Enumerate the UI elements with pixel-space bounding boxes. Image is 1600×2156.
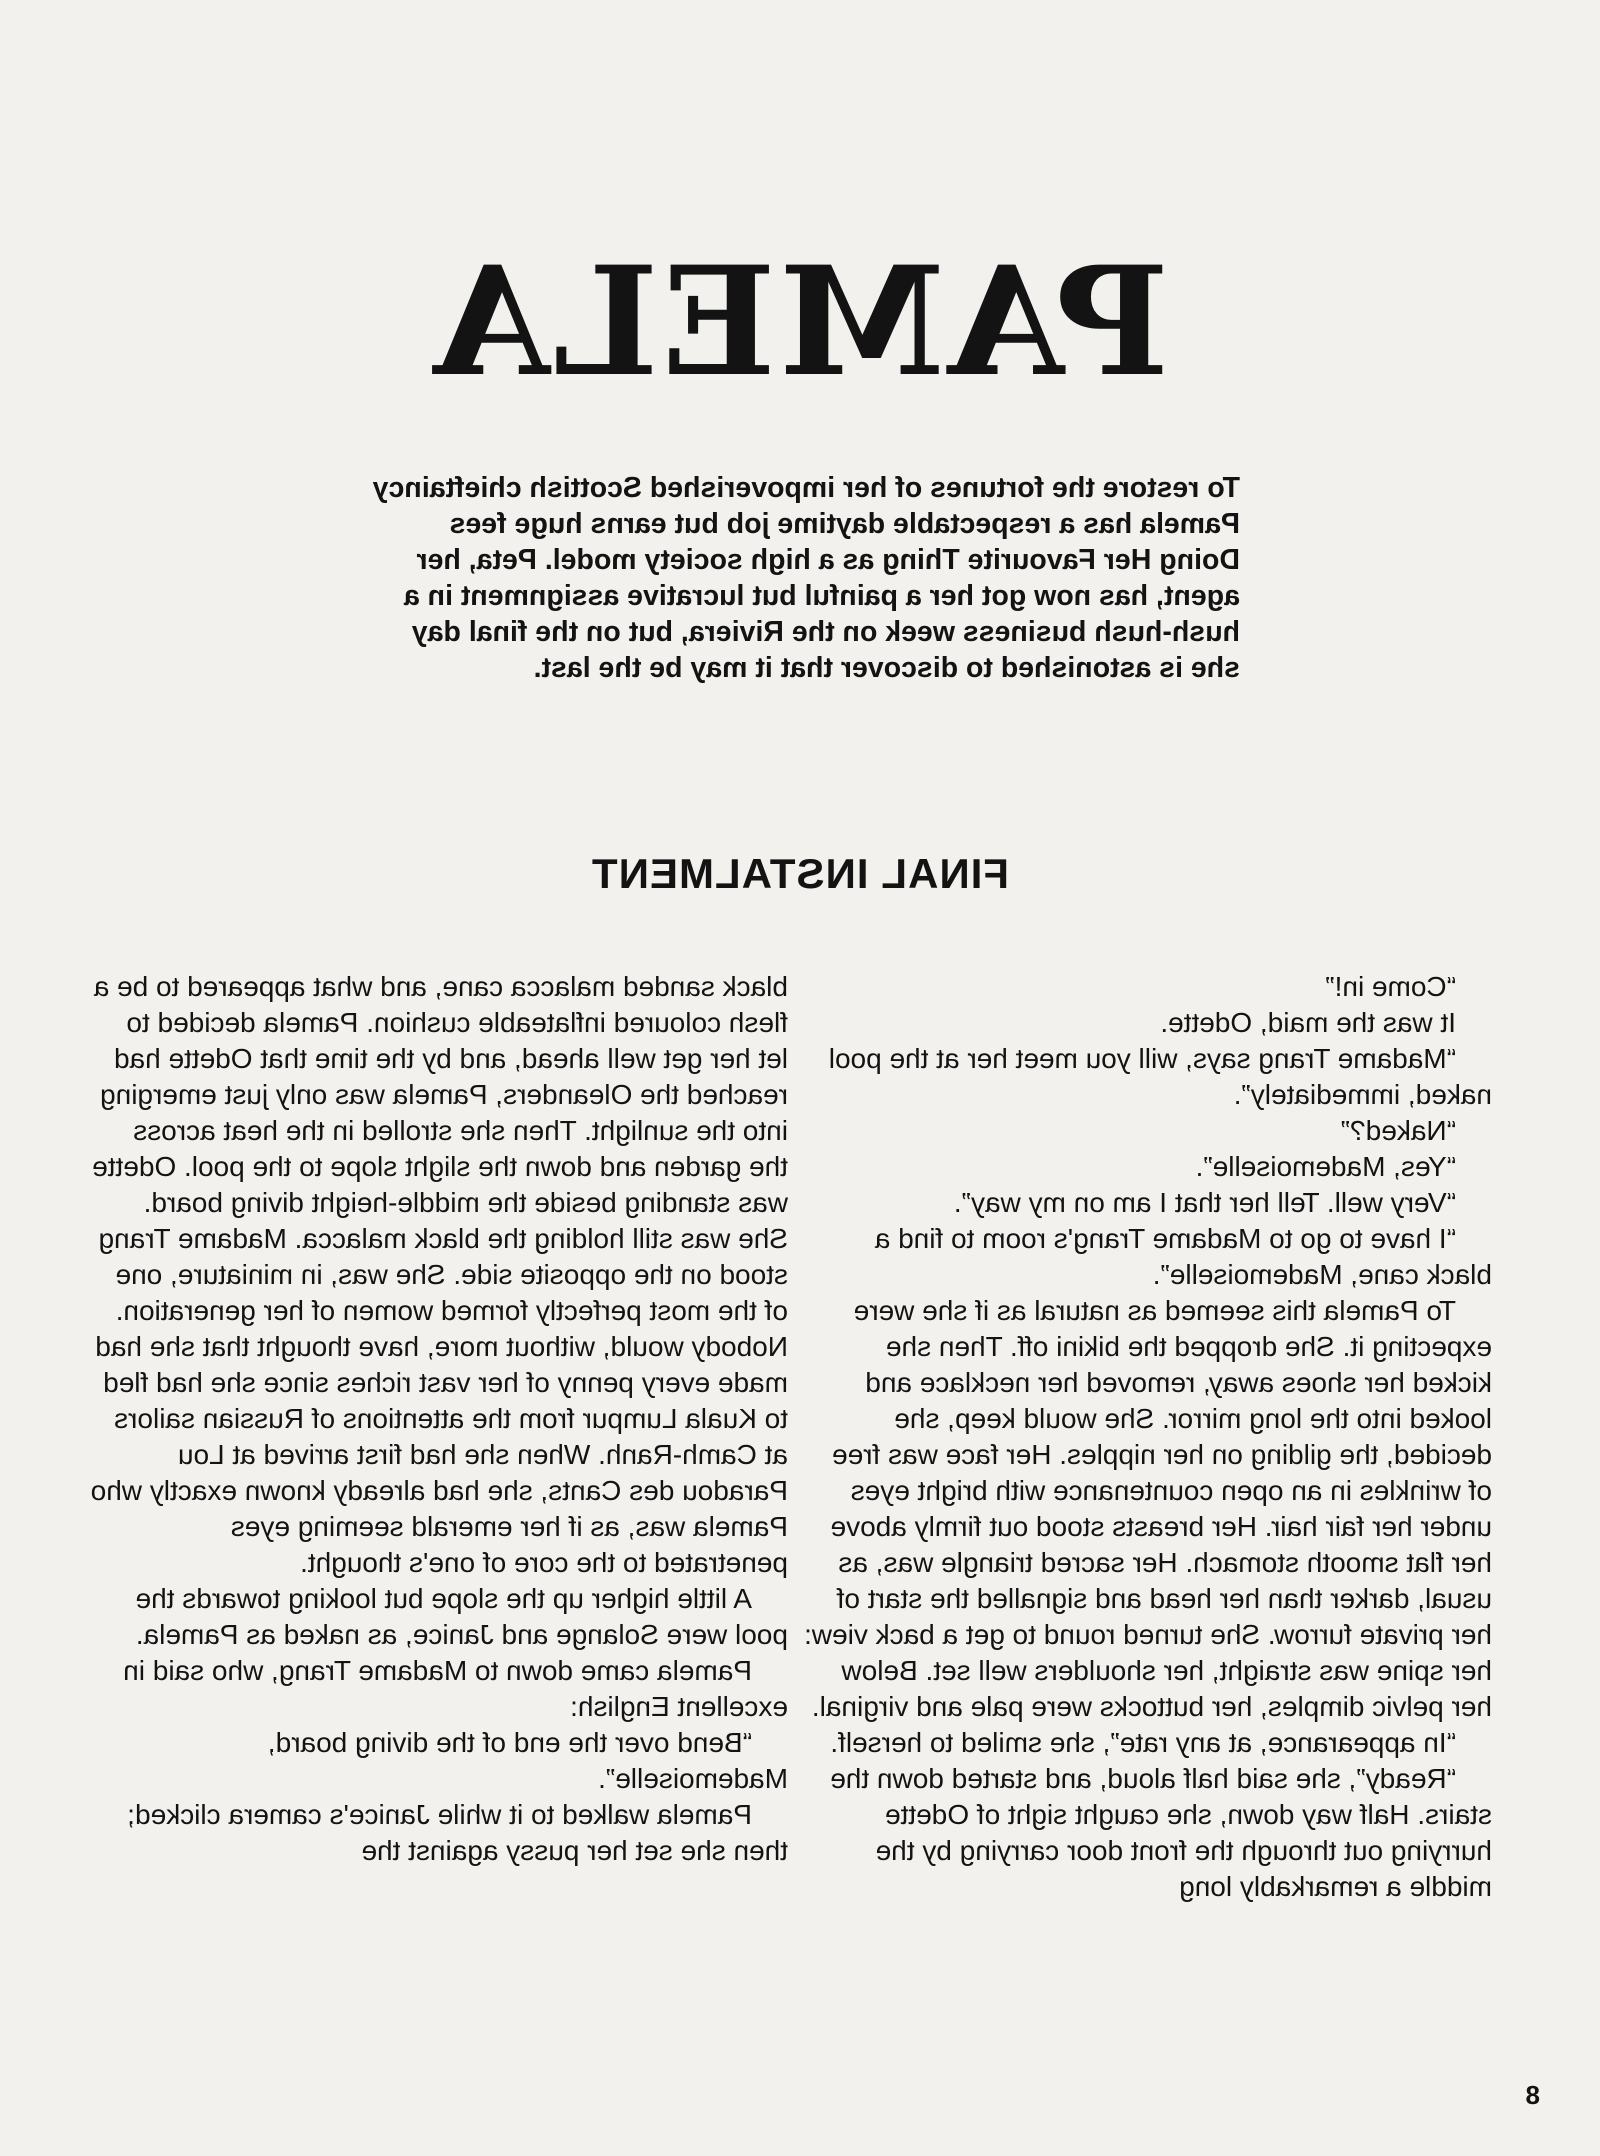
body-paragraph: “Very well. Tell her that I am on my way”. [953,1187,1456,1218]
body-paragraph: “In appearance, at any rate”, she smiled to herself. [830,1727,1456,1758]
page-number: 8 [1525,2080,1540,2110]
body-paragraph: black sanded malacca cane, and what appeared to be a flesh coloured inflateable cushion. Pamela decided to let her get well ahead, and by the time that Odette had reached the Oleanders, Pamela was only just emerging into the sunlight. Then she strolled in the heat across the garden and down the slight slope to the pool. Odette was standing beside the middle-height diving board. She was still holding the black malacca. Madame Trang stood on the opposite side. She was, in miniature, one of the most perfectly formed women of her generation. Nobody would, without more, have thought that she had made every penny of her vast riches since she had fled to Kuala Lumpur from the attentions of Russian sailors at Camh-Ranh. When she had first arrived at Lou Paradou des Cants, she had already known exactly who Pamela was, as if her emerald seeming eyes penetrated to the core of one's thought. [90,971,788,1578]
body-paragraph: A little higher up the slope but looking towards the pool were Solange and Janice, as naked as Pamela. [135,1583,788,1650]
story-title: PAMELA [430,234,1170,410]
body-paragraph: “Yes, Mademoiselle”. [1195,1151,1456,1182]
body-column-right [90,969,788,1869]
body-paragraph: Pamela walked to it while Janice's camera clicked; then she set her pussy against the [127,1799,788,1866]
body-paragraph: “I have to go to Madame Trang's room to find a black cane, Mademoiselle”. [874,1223,1492,1290]
body-paragraph: “Come in!” [1325,971,1456,1002]
section-heading: FINAL INSTALMENT [590,850,1010,897]
body-paragraph: “Ready”, she said half aloud, and started down the stairs. Half way down, she caught sight of Odette hurrying out through the front door carrying by the middle a remarkably long [830,1763,1492,1902]
body-paragraph: “Madame Trang says, will you meet her at the pool naked, immediately”. [828,1043,1492,1110]
body-column-left [802,969,1492,1905]
body-paragraph: “Naked?” [1340,1115,1456,1146]
body-paragraph: To Pamela this seemed as natural as if she were expecting it. She dropped the bikini off. Then she kicked her shoes away, removed her necklace and looked into the long mirror. She would keep, she decided, the gilding on her nipples. Her face was free of wrinkles in an open countenance with bright eyes under her fair hair. Her breasts stood out firmly above her flat smooth stomach. Her sacred triangle was, as usual, darker than her head and signalled the start of her private furrow. She turned round to get a back view: her spine was straight, her shoulders well set. Below her pelvic dimples, her buttocks were pale and virginal. [804,1295,1492,1722]
body-paragraph: Pamela came down to Madame Trang, who said in excellent English: [123,1655,788,1722]
body-paragraph: It was the maid, Odette. [1160,1007,1456,1038]
body-paragraph: “Bend over the end of the diving board, Mademoiselle”. [267,1727,788,1794]
intro-paragraph: To restore the fortunes of her impoverished Scottish chieftaincy Pamela has a respectable daytime job but earns huge fees Doing Her Favourite Thing as a high society model. Peta, her agent, has now got her a painful but lucrative assignment in a hush-hush business week on the Riviera, but on the final day she is astonished to discover that it may be the last. [372,472,1240,684]
